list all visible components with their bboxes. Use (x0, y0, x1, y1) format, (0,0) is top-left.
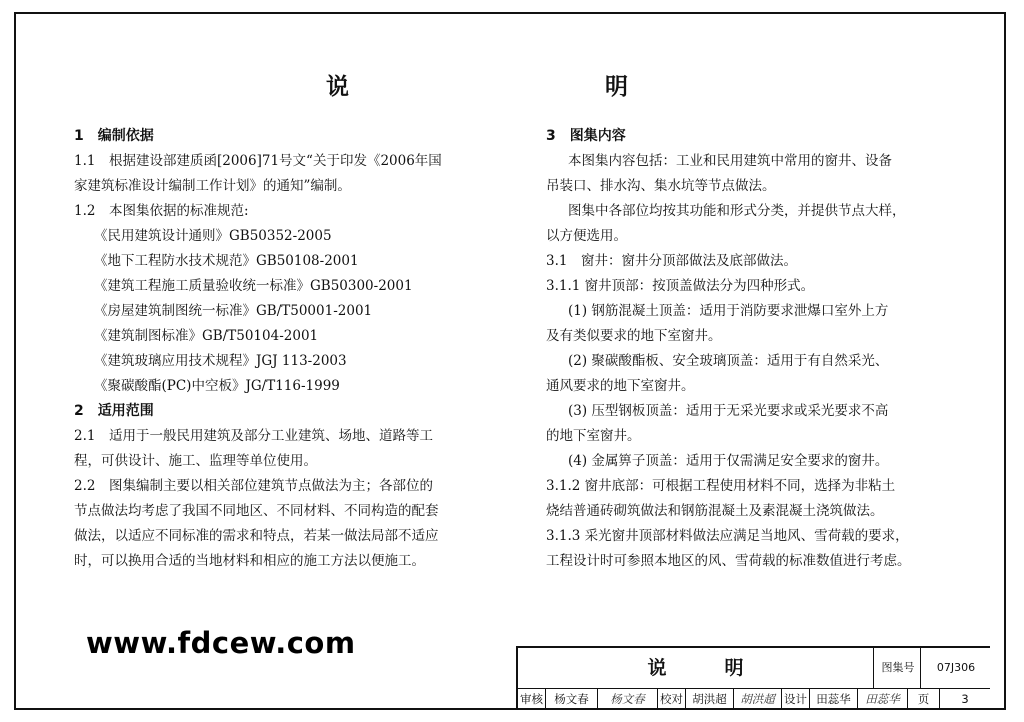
page-label: 页 (908, 689, 940, 710)
watermark-url[interactable]: www.fdcew.com (86, 626, 356, 660)
title-block-sign-row (518, 689, 990, 710)
clause-1-2: 1.2 本图集依据的标准规范: (74, 203, 249, 219)
checker-signature: 胡洪超 (734, 689, 782, 710)
clause-3-1-2: 3.1.2 窗井底部：可根据工程使用材料不同，选择为非粘土 (546, 478, 896, 494)
clause-1-1-cont: 家建筑标准设计编制工作计划》的通知”编制。 (74, 178, 351, 194)
clause-3-1-1: 3.1.1 窗井顶部：按顶盖做法分为四种形式。 (546, 278, 815, 294)
check-label: 校对 (658, 689, 686, 710)
standard-item: 《建筑玻璃应用技术规程》JGJ 113-2003 (94, 353, 347, 369)
standard-item: 《聚碳酸酯(PC)中空板》JG/T116-1999 (94, 378, 340, 394)
item-3: (3) 压型钢板顶盖：适用于无采光要求或采光要求不高 (568, 403, 889, 419)
clause-3-1-2-cont: 烧结普通砖砌筑做法和钢筋混凝土及素混凝土浇筑做法。 (546, 503, 884, 519)
clause-2-2-cont: 节点做法均考虑了我国不同地区、不同材料、不同构造的配套 (74, 503, 439, 519)
item-1: (1) 钢筋混凝土顶盖：适用于消防要求泄爆口室外上方 (568, 303, 889, 319)
clause-3-1: 3.1 窗井：窗井分顶部做法及底部做法。 (546, 253, 797, 269)
page-number: 3 (961, 692, 969, 706)
clause-1-1: 1.1 根据建设部建质函[2006]71号文“关于印发《2006年国 (74, 153, 442, 169)
section-1-heading: 1 编制依据 (74, 128, 154, 144)
item-4: (4) 金属箅子顶盖：适用于仅需满足安全要求的窗井。 (568, 453, 889, 469)
right-column (546, 124, 950, 574)
checker-name: 胡洪超 (686, 689, 734, 710)
page-title: 说 明 (326, 74, 698, 100)
clause-3-1-3: 3.1.3 采光窗井顶部材料做法应满足当地风、雪荷载的要求， (546, 528, 909, 544)
clause-2-1-cont: 程，可供设计、施工、监理等单位使用。 (74, 453, 317, 469)
item-2: (2) 聚碳酸酯板、安全玻璃顶盖：适用于有自然采光、 (568, 353, 889, 369)
left-column (74, 124, 496, 574)
clause-2-2: 2.2 图集编制主要以相关部位建筑节点做法为主；各部位的 (74, 478, 433, 494)
review-label: 审核 (518, 689, 546, 710)
standard-item: 《房屋建筑制图统一标准》GB/T50001-2001 (94, 303, 373, 319)
classification-paragraph: 图集中各部位均按其功能和形式分类，并提供节点大样， (568, 203, 906, 219)
standard-item: 《民用建筑设计通则》GB50352-2005 (94, 228, 332, 244)
standard-item: 《地下工程防水技术规范》GB50108-2001 (94, 253, 359, 269)
reviewer-signature: 杨文春 (598, 689, 658, 710)
classification-paragraph-cont: 以方便选用。 (546, 228, 627, 244)
item-3-cont: 的地下室窗井。 (546, 428, 641, 444)
title-block-top-row (518, 648, 990, 689)
designer-signature: 田蕊华 (858, 689, 908, 710)
design-label: 设计 (782, 689, 810, 710)
clause-3-1-3-cont: 工程设计时可参照本地区的风、雪荷载的标准数值进行考虑。 (546, 553, 911, 569)
reviewer-name: 杨文春 (546, 689, 598, 710)
clause-2-2-cont: 时，可以换用合适的当地材料和相应的施工方法以便施工。 (74, 553, 425, 569)
title-block (516, 646, 990, 710)
item-1-cont: 及有类似要求的地下室窗井。 (546, 328, 722, 344)
atlas-number: 07J306 (936, 661, 976, 674)
section-3-heading: 3 图集内容 (546, 128, 626, 144)
standard-item: 《建筑工程施工质量验收统一标准》GB50300-2001 (94, 278, 413, 294)
section-2-heading: 2 适用范围 (74, 403, 154, 419)
intro-paragraph: 本图集内容包括：工业和民用建筑中常用的窗井、设备 (568, 153, 892, 169)
designer-name: 田蕊华 (810, 689, 858, 710)
title-block-name: 说明 (518, 648, 874, 688)
clause-2-1: 2.1 适用于一般民用建筑及部分工业建筑、场地、道路等工 (74, 428, 433, 444)
clause-2-2-cont: 做法，以适应不同标准的需求和特点，若某一做法局部不适应 (74, 528, 439, 544)
atlas-number-label: 图集号 (876, 648, 921, 688)
intro-paragraph-cont: 吊装口、排水沟、集水坑等节点做法。 (546, 178, 776, 194)
item-2-cont: 通风要求的地下室窗井。 (546, 378, 695, 394)
standard-item: 《建筑制图标准》GB/T50104-2001 (94, 328, 319, 344)
